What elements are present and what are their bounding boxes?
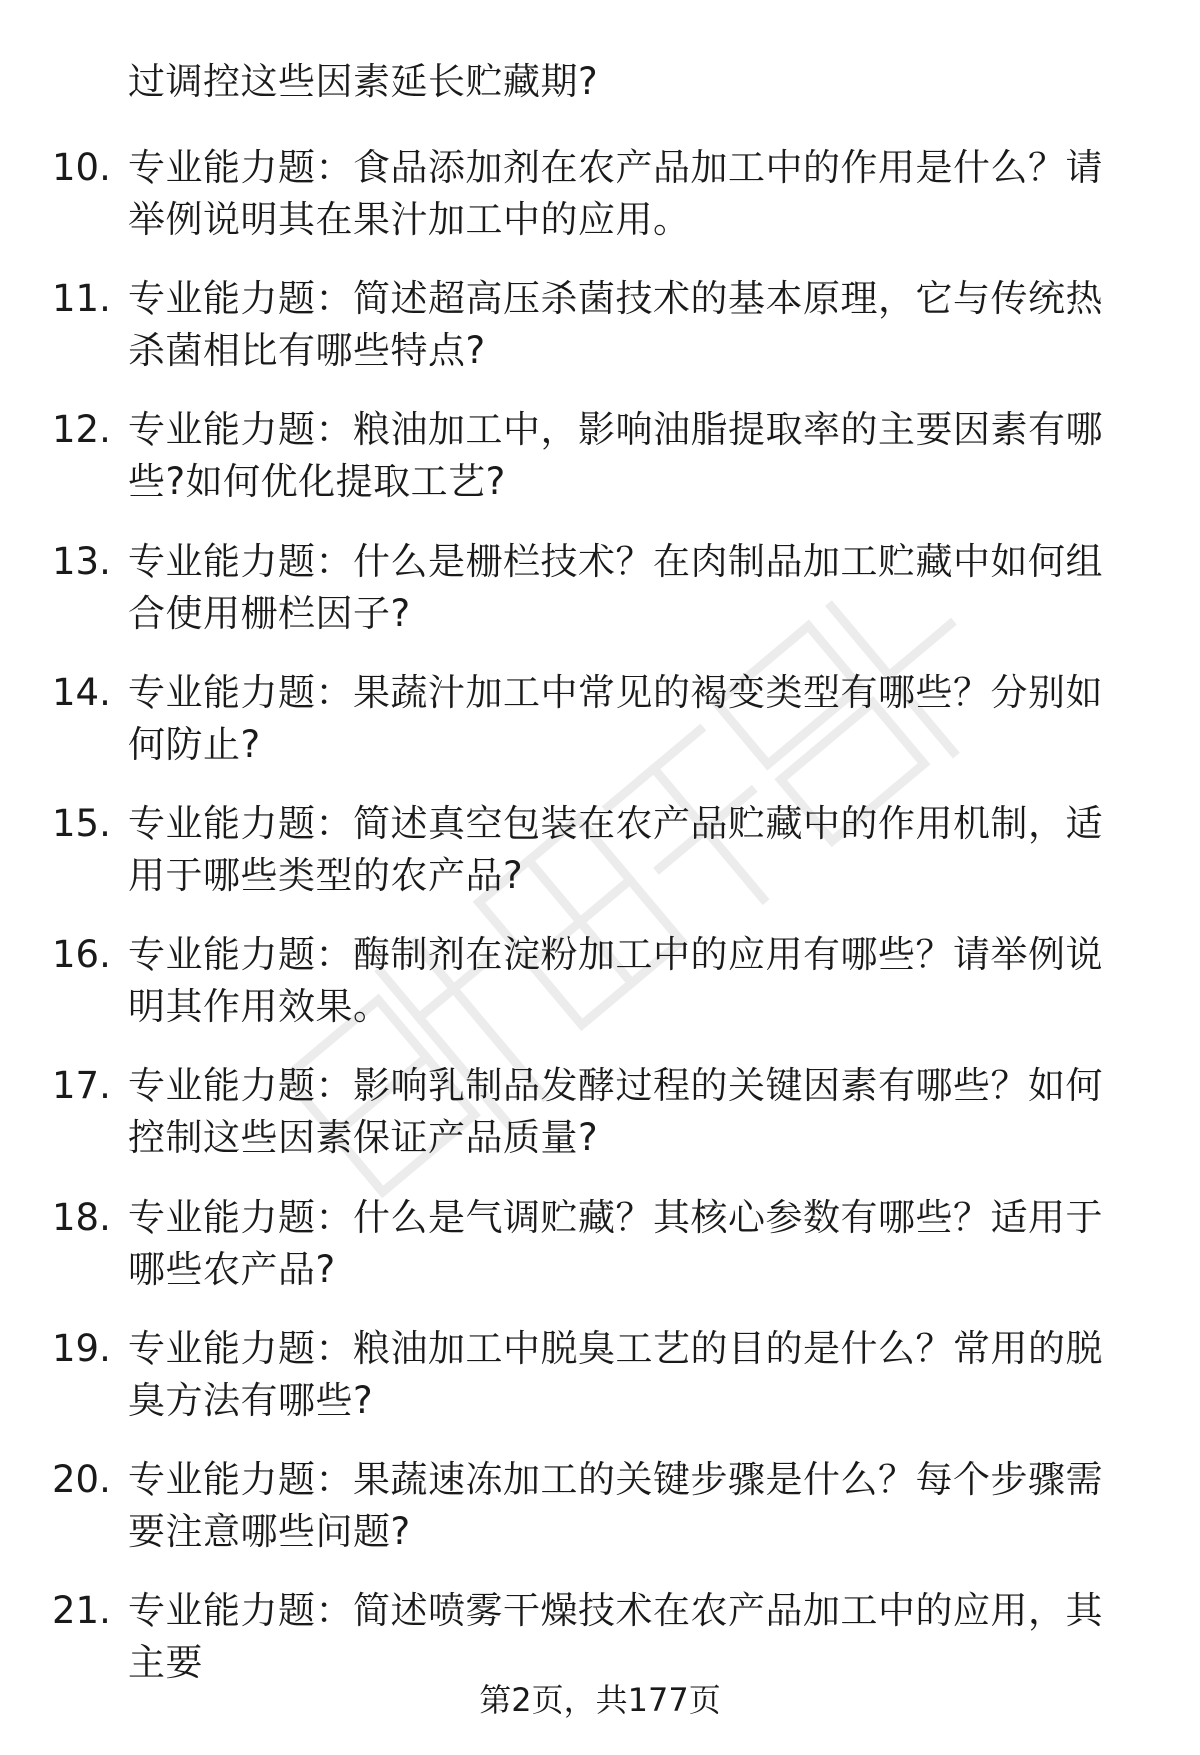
question-text: 专业能力题：简述真空包装在农产品贮藏中的作用机制，适用于哪些类型的农产品? — [128, 801, 1103, 897]
question-text: 专业能力题：简述超高压杀菌技术的基本原理，它与传统热杀菌相比有哪些特点? — [128, 277, 1103, 373]
question-item — [0, 273, 1200, 404]
question-number: 20. — [52, 1457, 111, 1501]
question-item — [0, 667, 1200, 798]
question-number: 17. — [52, 1064, 111, 1108]
question-number: 21. — [52, 1589, 111, 1633]
question-number: 16. — [52, 933, 111, 977]
question-item — [0, 536, 1200, 667]
question-item — [0, 1454, 1200, 1585]
question-text: 专业能力题：影响乳制品发酵过程的关键因素有哪些？如何控制这些因素保证产品质量? — [128, 1064, 1103, 1160]
question-item — [0, 929, 1200, 1060]
question-item — [0, 1323, 1200, 1454]
question-text: 专业能力题：酶制剂在淀粉加工中的应用有哪些？请举例说明其作用效果。 — [128, 933, 1103, 1029]
question-text: 专业能力题：粮油加工中，影响油脂提取率的主要因素有哪些?如何优化提取工艺? — [128, 408, 1103, 504]
question-text: 专业能力题：果蔬汁加工中常见的褐变类型有哪些？分别如何防止? — [128, 670, 1103, 766]
question-number: 13. — [52, 539, 111, 583]
question-number: 19. — [52, 1326, 111, 1370]
question-number: 18. — [52, 1195, 111, 1239]
question-text: 专业能力题：简述喷雾干燥技术在农产品加工中的应用，其主要 — [128, 1589, 1103, 1685]
question-number: 15. — [52, 801, 111, 845]
page-footer: 第2页，共177页 — [479, 1681, 721, 1719]
question-item — [0, 798, 1200, 929]
question-number: 12. — [52, 408, 111, 452]
question-item — [0, 1192, 1200, 1323]
question-text: 专业能力题：什么是栅栏技术？在肉制品加工贮藏中如何组合使用栅栏因子? — [128, 539, 1103, 635]
question-text: 专业能力题：食品添加剂在农产品加工中的作用是什么？请举例说明其在果汁加工中的应用。 — [128, 146, 1103, 241]
question-item — [0, 142, 1200, 273]
question-text: 专业能力题：粮油加工中脱臭工艺的目的是什么？常用的脱臭方法有哪些? — [128, 1326, 1103, 1422]
question-text: 专业能力题：什么是气调贮藏？其核心参数有哪些？适用于哪些农产品? — [128, 1195, 1103, 1291]
question-number: 10. — [52, 146, 111, 189]
question-number: 11. — [52, 277, 111, 321]
question-list — [0, 142, 1200, 1716]
question-number: 14. — [52, 670, 111, 714]
question-item — [0, 404, 1200, 535]
continuation-text: 过调控这些因素延长贮藏期? — [128, 60, 599, 103]
question-text: 专业能力题：果蔬速冻加工的关键步骤是什么？每个步骤需要注意哪些问题? — [128, 1457, 1103, 1553]
question-item — [0, 1060, 1200, 1191]
